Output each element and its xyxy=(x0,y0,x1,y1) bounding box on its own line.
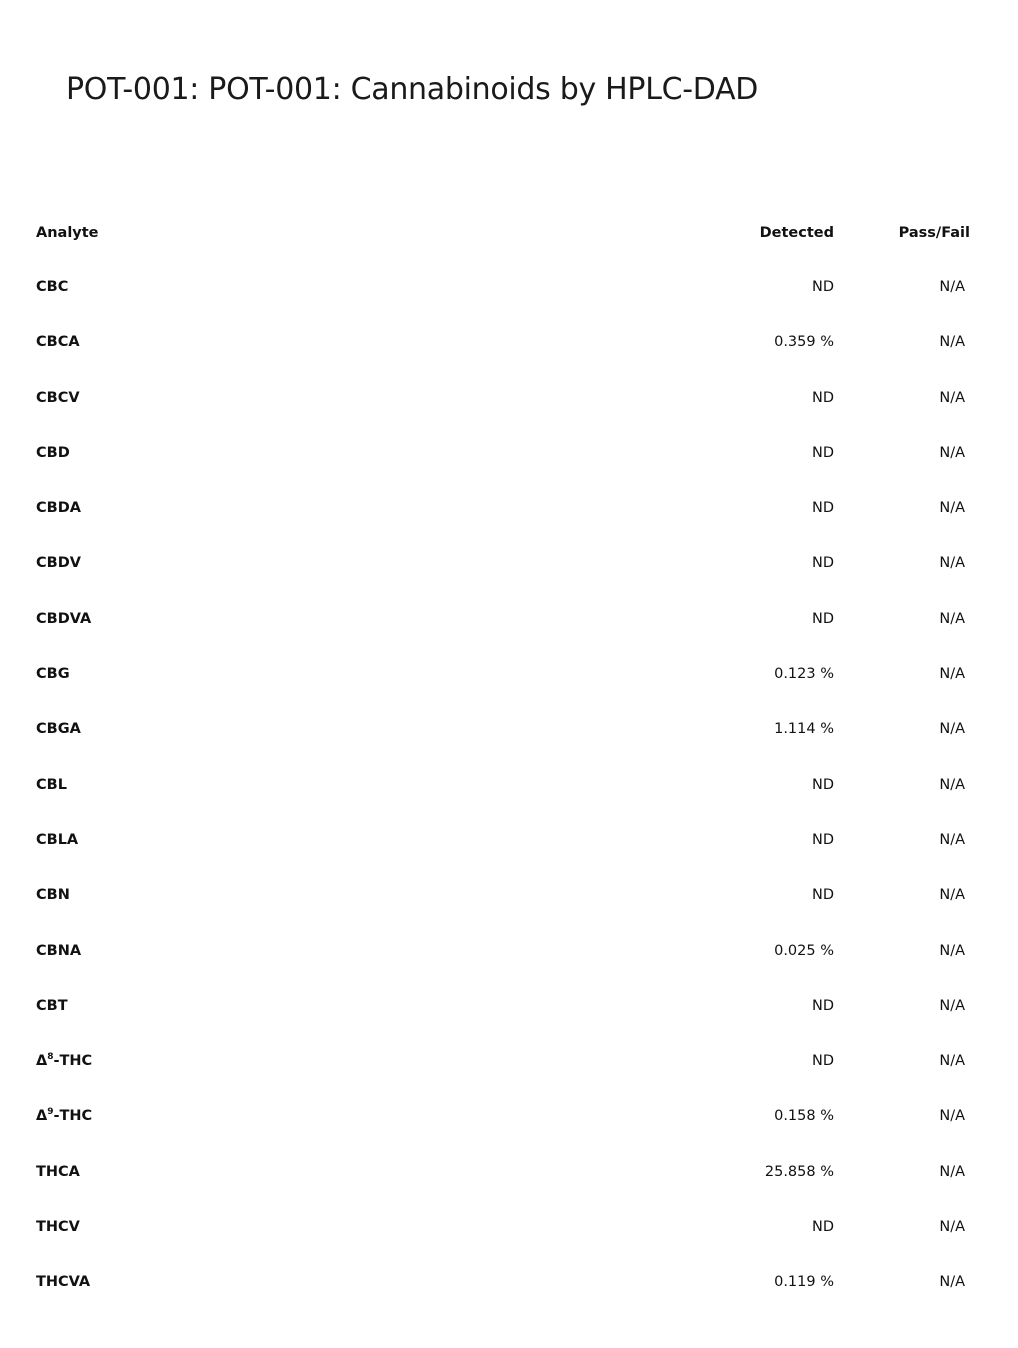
table-row xyxy=(36,481,978,536)
analyte-cell xyxy=(36,775,67,795)
analyte-cell xyxy=(36,388,80,408)
table-row xyxy=(36,592,978,647)
pass-fail-cell: N/A xyxy=(939,500,965,517)
table-row xyxy=(36,924,978,979)
analyte-name: CBLA xyxy=(36,831,79,848)
analyte-name: CBGA xyxy=(36,721,81,738)
analyte-prefix: Δ xyxy=(36,1053,48,1070)
table-row xyxy=(36,758,978,813)
analyte-cell xyxy=(36,885,70,905)
detected-cell: ND xyxy=(811,997,834,1014)
analyte-name: CBCA xyxy=(36,334,80,351)
detected-cell: ND xyxy=(811,500,834,517)
detected-cell: 1.114 % xyxy=(774,721,834,738)
detected-cell: 0.119 % xyxy=(774,1274,834,1291)
analyte-name: -THC xyxy=(53,1053,93,1070)
analyte-name: CBL xyxy=(36,776,67,793)
table-row xyxy=(36,813,978,868)
detected-cell: ND xyxy=(811,279,834,295)
table-row xyxy=(36,702,978,757)
analyte-name: CBDA xyxy=(36,500,81,517)
pass-fail-cell: N/A xyxy=(939,997,965,1014)
detected-cell: ND xyxy=(811,831,834,848)
column-header-pass-fail: Pass/Fail xyxy=(898,225,970,241)
table-row xyxy=(36,1034,978,1089)
analyte-cell xyxy=(36,664,70,684)
detected-cell: ND xyxy=(811,1219,834,1236)
table-row xyxy=(36,1089,978,1144)
pass-fail-cell: N/A xyxy=(939,831,965,848)
pass-fail-cell: N/A xyxy=(939,389,965,406)
table-row xyxy=(36,426,978,481)
table-row xyxy=(36,260,978,315)
analyte-name: CBDV xyxy=(36,555,81,572)
analyte-name: CBT xyxy=(36,997,68,1014)
pass-fail-cell: N/A xyxy=(939,610,965,627)
pass-fail-cell: N/A xyxy=(939,942,965,959)
analyte-cell xyxy=(36,996,68,1016)
column-header-detected: Detected xyxy=(759,225,834,241)
detected-cell: ND xyxy=(811,444,834,461)
table-row xyxy=(36,371,978,426)
detected-cell: 25.858 % xyxy=(764,1163,834,1180)
detected-cell: 0.123 % xyxy=(774,666,834,683)
page-title: POT-001: POT-001: Cannabinoids by HPLC-DAD xyxy=(66,72,759,107)
pass-fail-cell: N/A xyxy=(939,444,965,461)
analyte-prefix: Δ xyxy=(36,1108,48,1125)
analyte-superscript: 9 xyxy=(47,1107,54,1118)
detected-cell: ND xyxy=(811,555,834,572)
pass-fail-cell: N/A xyxy=(939,555,965,572)
analyte-name: CBD xyxy=(36,444,70,461)
detected-cell: 0.158 % xyxy=(774,1108,834,1125)
analyte-name: -THC xyxy=(53,1108,93,1125)
pass-fail-cell: N/A xyxy=(939,887,965,904)
table-row xyxy=(36,536,978,591)
results-table xyxy=(36,206,978,1311)
analyte-name: CBDVA xyxy=(36,610,92,627)
analyte-name: CBNA xyxy=(36,942,82,959)
table-row xyxy=(36,315,978,370)
pass-fail-cell: N/A xyxy=(939,1163,965,1180)
analyte-cell xyxy=(36,941,81,961)
analyte-name: THCA xyxy=(36,1163,80,1180)
analyte-cell xyxy=(36,1217,80,1237)
analyte-cell xyxy=(36,719,81,739)
analyte-name: CBCV xyxy=(36,389,80,406)
analyte-superscript: 8 xyxy=(47,1052,54,1063)
pass-fail-cell: N/A xyxy=(939,666,965,683)
analyte-cell xyxy=(36,1162,80,1182)
detected-cell: 0.025 % xyxy=(774,942,834,959)
table-body xyxy=(36,260,978,1311)
detected-cell: ND xyxy=(811,389,834,406)
analyte-cell xyxy=(36,1106,92,1126)
analyte-name: CBC xyxy=(36,279,69,295)
table-row xyxy=(36,979,978,1034)
analyte-cell xyxy=(36,443,70,463)
analyte-cell xyxy=(36,830,78,850)
analyte-cell xyxy=(36,553,81,573)
pass-fail-cell: N/A xyxy=(939,776,965,793)
pass-fail-cell: N/A xyxy=(939,334,965,351)
pass-fail-cell: N/A xyxy=(939,1219,965,1236)
analyte-cell xyxy=(36,277,68,297)
column-header-analyte: Analyte xyxy=(36,225,99,241)
table-row xyxy=(36,1145,978,1200)
analyte-name: THCVA xyxy=(36,1274,91,1291)
analyte-name: CBN xyxy=(36,887,70,904)
table-row xyxy=(36,1255,978,1310)
pass-fail-cell: N/A xyxy=(939,279,965,295)
detected-cell: ND xyxy=(811,610,834,627)
analyte-name: CBG xyxy=(36,666,70,683)
table-row xyxy=(36,647,978,702)
detected-cell: 0.359 % xyxy=(774,334,834,351)
pass-fail-cell: N/A xyxy=(939,1108,965,1125)
table-header-row xyxy=(36,206,978,260)
detected-cell: ND xyxy=(811,887,834,904)
table-row xyxy=(36,1200,978,1255)
analyte-cell xyxy=(36,609,91,629)
analyte-name: THCV xyxy=(36,1219,80,1236)
detected-cell: ND xyxy=(811,776,834,793)
pass-fail-cell: N/A xyxy=(939,721,965,738)
analyte-cell xyxy=(36,332,80,352)
analyte-cell xyxy=(36,1272,90,1292)
detected-cell: ND xyxy=(811,1053,834,1070)
pass-fail-cell: N/A xyxy=(939,1053,965,1070)
analyte-cell xyxy=(36,498,81,518)
analyte-cell xyxy=(36,1051,92,1071)
table-row xyxy=(36,868,978,923)
pass-fail-cell: N/A xyxy=(939,1274,965,1291)
